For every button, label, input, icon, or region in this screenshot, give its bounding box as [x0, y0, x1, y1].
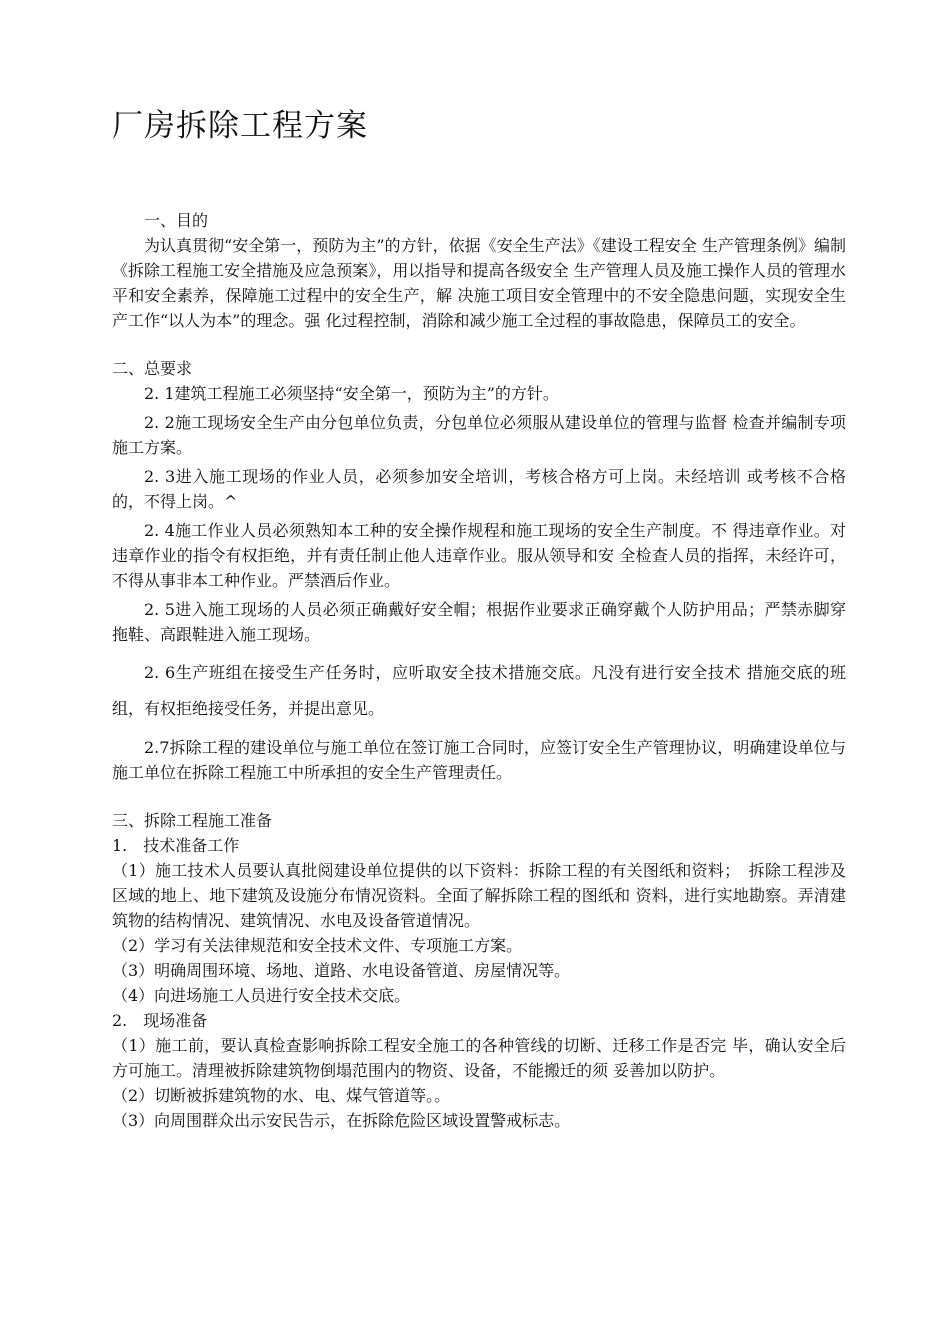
- section-1-heading: 一、目的: [144, 211, 209, 230]
- requirement-item-2-6: 2. 6生产班组在接受生产任务时，应听取安全技术措施交底。凡没有进行安全技术 措施交底的班组，有权拒绝接受任务，并提出意见。: [112, 663, 846, 718]
- tech-prep-item-4: （4）向进场施工人员进行安全技术交底。: [112, 986, 411, 1005]
- tech-prep-item-2: （2）学习有关法律规范和安全技术文件、专项施工方案。: [112, 936, 523, 955]
- site-prep-item-2: （2）切断被拆建筑物的水、电、煤气管道等。。: [112, 1086, 451, 1105]
- subsection-1-heading: 1. 技术准备工作: [112, 836, 240, 855]
- tech-prep-item-3: （3）明确周围环境、场地、道路、水电设备管道、房屋情况等。: [112, 961, 571, 980]
- section-1-paragraph: 为认真贯彻“安全第一，预防为主”的方针，依据《安全生产法》《建设工程安全 生产管理条例》编制《拆除工程施工安全措施及应急预案》，用以指导和提高各级安全 生产管理人员及施工操作人员的管理水平和安全素养，保障施工过程中的安全生产，解 决施工项目安全管理中的不安全隐患问题，实现安全生产工作“以人为本”的理念。强 化过程控制，消除和减少施工全过程的事故隐患，保障员工的安全。: [112, 236, 846, 330]
- subsection-2-heading: 2. 现场准备: [112, 1011, 208, 1030]
- requirement-item-2-1: 2. 1建筑工程施工必须坚持“安全第一，预防为主”的方针。: [144, 384, 559, 403]
- site-prep-item-3: （3）向周围群众出示安民告示，在拆除危险区域设置警戒标志。: [112, 1111, 571, 1130]
- document-title: 厂房拆除工程方案: [112, 108, 368, 144]
- requirement-item-2-4: 2. 4施工作业人员必须熟知本工种的安全操作规程和施工现场的安全生产制度。不 得违章作业。对违章作业的指令有权拒绝，并有责任制止他人违章作业。服从领导和安 全检查人员的指挥，未经许可，不得从事非本工种作业。严禁酒后作业。: [112, 521, 846, 590]
- tech-prep-item-1: （1）施工技术人员要认真批阅建设单位提供的以下资料：拆除工程的有关图纸和资料； 拆除工程涉及区域的地上、地下建筑及设施分布情况资料。全面了解拆除工程的图纸和 资料，进行实地勘察。弄清建筑物的结构情况、建筑情况、水电及设备管道情况。: [112, 861, 846, 930]
- requirement-item-2-3: 2. 3进入施工现场的作业人员，必须参加安全培训，考核合格方可上岗。未经培训 或考核不合格的，不得上岗。^: [112, 467, 846, 511]
- site-prep-item-1: （1）施工前，要认真检查影响拆除工程安全施工的各种管线的切断、迁移工作是否完 毕，确认安全后方可施工。清理被拆除建筑物倒塌范围内的物资、设备，不能搬迁的须 妥善加以防护。: [112, 1036, 846, 1080]
- requirement-item-2-2: 2. 2施工现场安全生产由分包单位负责，分包单位必须服从建设单位的管理与监督 检查并编制专项施工方案。: [112, 413, 846, 457]
- requirement-item-2-7: 2.7拆除工程的建设单位与施工单位在签订施工合同时，应签订安全生产管理协议，明确建设单位与施工单位在拆除工程施工中所承担的安全生产管理责任。: [112, 738, 846, 782]
- section-3-heading: 三、拆除工程施工准备: [112, 811, 273, 830]
- section-2-heading: 二、总要求: [112, 359, 193, 378]
- requirement-item-2-5: 2. 5进入施工现场的人员必须正确戴好安全帽；根据作业要求正确穿戴个人防护用品；严禁赤脚穿拖鞋、高跟鞋进入施工现场。: [112, 600, 846, 644]
- document-body: [112, 208, 846, 1133]
